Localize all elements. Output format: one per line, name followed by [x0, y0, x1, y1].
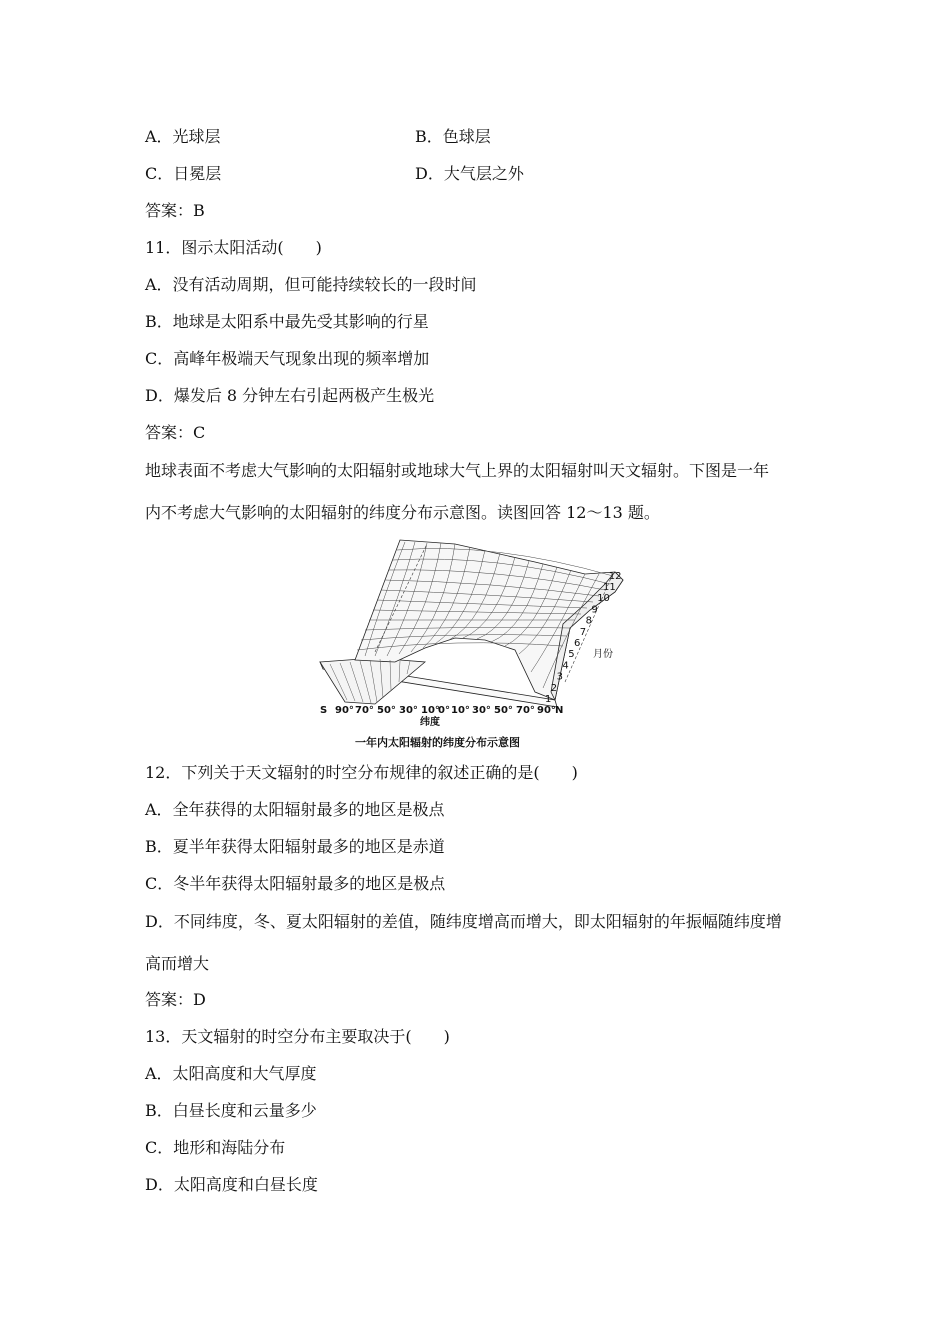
intro-line-2: 内不考虑大气影响的太阳辐射的纬度分布示意图。读图回答 12～13 题。 — [145, 503, 660, 522]
latitude-tick-12: N — [555, 705, 564, 716]
q10-answer: 答案：B — [145, 201, 205, 220]
month-label-10: 10 — [597, 593, 610, 605]
month-axis-label: 月份 — [593, 649, 613, 660]
latitude-axis-label: 纬度 — [420, 717, 440, 728]
month-label-7: 7 — [579, 626, 587, 638]
month-label-4: 4 — [562, 660, 569, 672]
latitude-tick-10: 70° — [516, 705, 535, 716]
q11-stem: 11．图示太阳活动( ) — [145, 238, 322, 257]
latitude-tick-11: 90° — [537, 705, 556, 716]
q13-option-b: B．白昼长度和云量多少 — [145, 1101, 317, 1120]
q11-option-a: A．没有活动周期，但可能持续较长的一段时间 — [145, 275, 477, 294]
q13-option-c: C．地形和海陆分布 — [145, 1138, 286, 1157]
q12-option-d: D．不同纬度，冬、夏太阳辐射的差值，随纬度增高而增大，即太阳辐射的年振幅随纬度增 — [145, 912, 782, 931]
month-label-1: 1 — [545, 694, 552, 705]
q10-option-a: A．光球层 — [145, 127, 221, 146]
q12-option-b: B．夏半年获得太阳辐射最多的地区是赤道 — [145, 837, 445, 856]
q12-answer: 答案：D — [145, 990, 206, 1009]
latitude-tick-6: 0° — [438, 705, 450, 716]
radiation-surface-diagram — [315, 532, 645, 750]
month-label-6: 6 — [574, 638, 581, 649]
month-label-3: 3 — [556, 671, 563, 683]
q11-answer: 答案：C — [145, 423, 206, 442]
q12-stem: 12．下列关于天文辐射的时空分布规律的叙述正确的是( ) — [145, 763, 578, 782]
q11-option-c: C．高峰年极端天气现象出现的频率增加 — [145, 349, 430, 368]
q10-option-c: C．日冕层 — [145, 164, 222, 183]
latitude-tick-9: 50° — [494, 705, 513, 716]
q10-option-d: D．大气层之外 — [415, 164, 524, 183]
month-label-2: 2 — [550, 682, 558, 694]
q13-option-a: A．太阳高度和大气厚度 — [145, 1064, 317, 1083]
q12-option-d-continued: 高而增大 — [145, 954, 210, 973]
latitude-tick-3: 50° — [377, 705, 396, 716]
month-label-5: 5 — [568, 649, 575, 661]
q13-option-d: D．太阳高度和白昼长度 — [145, 1175, 318, 1194]
latitude-tick-1: 90° — [335, 705, 354, 716]
latitude-tick-8: 30° — [472, 705, 491, 716]
latitude-tick-2: 70° — [355, 705, 374, 716]
latitude-tick-7: 10° — [451, 705, 470, 716]
month-label-11: 11 — [603, 582, 616, 593]
latitude-tick-5: 10° — [421, 705, 440, 716]
latitude-tick-0: S — [320, 705, 328, 716]
intro-line-1: 地球表面不考虑大气影响的太阳辐射或地球大气上界的太阳辐射叫天文辐射。下图是一年 — [145, 461, 770, 480]
q12-option-a: A．全年获得的太阳辐射最多的地区是极点 — [145, 800, 445, 819]
q10-option-b: B．色球层 — [415, 127, 491, 146]
latitude-tick-4: 30° — [399, 705, 418, 716]
month-label-9: 9 — [591, 604, 598, 616]
radiation-distribution-figure — [315, 532, 645, 750]
q11-option-d: D．爆发后 8 分钟左右引起两极产生极光 — [145, 386, 435, 405]
q11-option-b: B．地球是太阳系中最先受其影响的行星 — [145, 312, 429, 331]
month-label-12: 12 — [608, 570, 622, 582]
figure-caption: 一年内太阳辐射的纬度分布示意图 — [355, 736, 520, 749]
month-label-8: 8 — [585, 615, 592, 627]
q13-stem: 13．天文辐射的时空分布主要取决于( ) — [145, 1027, 450, 1046]
q12-option-c: C．冬半年获得太阳辐射最多的地区是极点 — [145, 874, 446, 893]
